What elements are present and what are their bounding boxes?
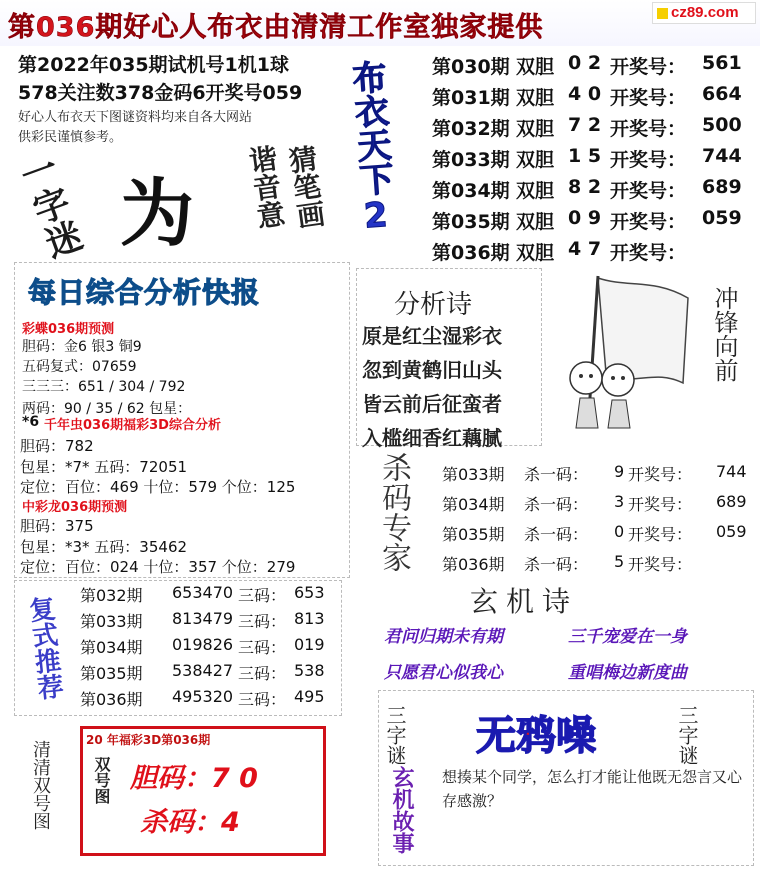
answer-word: 无鸦噪 — [476, 713, 596, 759]
poem-line-1: 原是红尘湿彩衣 — [362, 324, 502, 348]
history-kind: 双胆 — [516, 211, 555, 233]
fushi-label: 三码： — [238, 586, 287, 605]
history-period: 第033期 — [432, 149, 510, 171]
qingqing-label: 清清双号图 — [30, 740, 51, 830]
page-title: 第036期好心人布衣由清清工作室独家提供 — [8, 12, 544, 43]
history-label: 开奖号： — [610, 149, 687, 171]
history-label: 开奖号： — [610, 87, 687, 109]
fushi-code: 538427 — [172, 661, 234, 680]
fushi-three: 538 — [294, 661, 325, 680]
caidie-five: 五码复式：07659 — [22, 359, 137, 375]
kill-draw: 689 — [716, 492, 747, 511]
fushi-label: 三码： — [238, 612, 287, 631]
kill-label: 杀一码： — [524, 555, 589, 574]
history-period: 第036期 — [432, 242, 510, 264]
kill-label: 杀一码： — [524, 465, 589, 484]
caution-note: 供彩民谨慎参考。 — [18, 130, 123, 145]
fushi-period: 第035期 — [80, 664, 143, 683]
story-question: 想揍某个同学，怎么打才能让他既无怨言又心存感激？ — [442, 768, 743, 810]
history-kind: 双胆 — [516, 180, 555, 202]
fushi-period: 第033期 — [80, 612, 143, 631]
shuanghao-label: 双号图 — [92, 756, 111, 804]
xuanji-line-1a: 君问归期未有期 — [384, 627, 503, 647]
history-draw: 664 — [702, 83, 742, 105]
kill-draw_label: 开奖号： — [628, 525, 693, 544]
fushi-three: 019 — [294, 635, 325, 654]
xuanji-story-label: 玄机故事 — [389, 766, 414, 854]
qiannianchong-star: 包星：*7* 五码：72051 — [20, 458, 188, 476]
history-draw: 689 — [702, 176, 742, 198]
kill-draw: 059 — [716, 522, 747, 541]
riddle-character: 为 — [120, 171, 194, 257]
focus-number-line: 578关注数378金码6开奖号059 — [18, 82, 303, 104]
test-number-line: 第2022年035期试机号1机1球 — [18, 54, 289, 76]
history-label: 开奖号： — [610, 118, 687, 140]
fushi-label: 三码： — [238, 664, 287, 683]
history-kind: 双胆 — [516, 56, 555, 78]
fushi-label: 三码： — [238, 690, 287, 709]
site-name: cz89.com — [671, 4, 739, 21]
history-label: 开奖号： — [610, 56, 687, 78]
fushi-code: 653470 — [172, 583, 234, 602]
riddle-hint-strokes: 猜笔画 — [283, 143, 328, 231]
history-period: 第030期 — [432, 56, 510, 78]
fucai-heading: 20 年福彩3D第036期 — [86, 733, 211, 747]
history-nums: 0 9 — [568, 207, 602, 229]
history-kind: 双胆 — [516, 87, 555, 109]
dan-code: 胆码：7 0 — [130, 763, 258, 794]
kill-draw_label: 开奖号： — [628, 495, 693, 514]
buyi-title — [346, 59, 396, 237]
history-nums: 4 7 — [568, 238, 602, 260]
xuanji-line-2b: 重唱梅边新度曲 — [568, 663, 687, 683]
history-draw: 744 — [702, 145, 742, 167]
history-draw: 500 — [702, 114, 742, 136]
fushi-code: 495320 — [172, 687, 234, 706]
history-period: 第031期 — [432, 87, 510, 109]
fushi-three: 495 — [294, 687, 325, 706]
qiannianchong-dan: 胆码：782 — [20, 437, 94, 455]
caidie-dan: 胆码：金6 银3 铜9 — [22, 339, 142, 355]
logo-square-icon — [657, 8, 668, 19]
qiannianchong-heading: 千年虫036期福彩3D综合分析 — [44, 418, 221, 433]
fushi-label: 三码： — [238, 638, 287, 657]
caidie-star: *6 — [22, 414, 40, 430]
daily-title: 每日综合分析快报 — [28, 276, 261, 309]
zhongcailong-position: 定位：百位：024 十位：357 个位：279 — [20, 558, 296, 576]
history-draw: 561 — [702, 52, 742, 74]
kill-period: 第034期 — [442, 495, 505, 514]
history-nums: 4 0 — [568, 83, 602, 105]
fushi-code: 813479 — [172, 609, 234, 628]
zhongcailong-heading: 中彩龙036期预测 — [22, 500, 128, 515]
buyi-title-text: 布衣天下 — [344, 58, 395, 198]
history-kind: 双胆 — [516, 149, 555, 171]
history-period: 第034期 — [432, 180, 510, 202]
kill-draw: 744 — [716, 462, 747, 481]
history-nums: 7 2 — [568, 114, 602, 136]
caidie-three: 三三三：651 / 304 / 792 — [22, 379, 186, 395]
history-nums: 1 5 — [568, 145, 602, 167]
caidie-two: 两码：90 / 35 / 62 包星： — [22, 401, 192, 417]
fushi-period: 第032期 — [80, 586, 143, 605]
kill-code: 杀码：4 — [140, 807, 240, 838]
kill-num: 0 — [614, 522, 625, 541]
history-draw: 059 — [702, 207, 742, 229]
xuanji-title: 玄机诗 — [470, 585, 579, 618]
poem-title: 分析诗 — [394, 290, 473, 320]
history-label: 开奖号： — [610, 211, 687, 233]
fushi-three: 653 — [294, 583, 325, 602]
poem-line-4: 入槛细香红藕腻 — [362, 426, 502, 450]
caidie-heading: 彩蝶036期预测 — [22, 322, 115, 337]
poem-line-3: 皆云前后征蛮者 — [362, 392, 502, 416]
mascot-flag-icon — [558, 268, 698, 436]
kill-draw_label: 开奖号： — [628, 555, 693, 574]
history-label: 开奖号： — [610, 180, 687, 202]
kill-num: 5 — [614, 552, 625, 571]
source-note: 好心人布衣天下图谜资料均来自各大网站 — [18, 110, 253, 125]
fushi-label: 复式推荐 — [23, 594, 65, 702]
kill-period: 第035期 — [442, 525, 505, 544]
kill-draw_label: 开奖号： — [628, 465, 693, 484]
history-label: 开奖号： — [610, 242, 687, 264]
kill-num: 9 — [614, 462, 625, 481]
zhongcailong-dan: 胆码：375 — [20, 517, 94, 535]
riddle-hint-sound: 谐音意 — [243, 143, 288, 231]
fushi-three: 813 — [294, 609, 325, 628]
fushi-code: 019826 — [172, 635, 234, 654]
history-kind: 双胆 — [516, 242, 555, 264]
zhongcailong-star: 包星：*3* 五码：35462 — [20, 538, 188, 556]
kill-period: 第033期 — [442, 465, 505, 484]
kill-title: 杀码专家 — [376, 452, 411, 572]
history-kind: 双胆 — [516, 118, 555, 140]
history-nums: 0 2 — [568, 52, 602, 74]
buyi-title-number: 2 — [354, 194, 398, 238]
three-char-riddle-left: 三字谜 — [383, 705, 407, 765]
history-period: 第035期 — [432, 211, 510, 233]
kill-period: 第036期 — [442, 555, 505, 574]
kill-num: 3 — [614, 492, 625, 511]
site-badge[interactable] — [652, 2, 756, 24]
riddle-label: 一字迷 — [10, 148, 87, 264]
xuanji-line-1b: 三千宠爱在一身 — [568, 627, 687, 647]
three-char-riddle-right: 三字谜 — [675, 705, 699, 765]
poem-line-2: 忽到黄鹤旧山头 — [362, 358, 502, 382]
fushi-period: 第036期 — [80, 690, 143, 709]
qiannianchong-position: 定位：百位：469 十位：579 个位：125 — [20, 478, 296, 496]
kill-label: 杀一码： — [524, 495, 589, 514]
mascot-caption: 冲锋向前 — [710, 286, 738, 382]
xuanji-line-2a: 只愿君心似我心 — [384, 663, 503, 683]
fushi-period: 第034期 — [80, 638, 143, 657]
history-period: 第032期 — [432, 118, 510, 140]
history-nums: 8 2 — [568, 176, 602, 198]
kill-label: 杀一码： — [524, 525, 589, 544]
